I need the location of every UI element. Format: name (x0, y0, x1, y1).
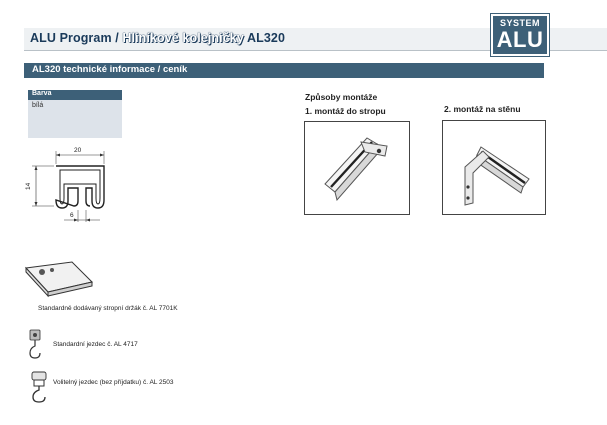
accessory-label-2: Standardní jezdec č. AL 4717 (53, 341, 138, 348)
accessory-label-3: Volitelný jezdec (bez příjdatku) č. AL 2503 (53, 379, 174, 386)
logo-top-text: SYSTEM (499, 18, 540, 28)
hook-glider-icon (30, 370, 50, 404)
barva-value: bílá (32, 102, 44, 109)
title-part-1: ALU Program / (30, 31, 123, 45)
dim-width-text: 20 (74, 147, 82, 154)
barva-body (28, 100, 122, 138)
ceiling-mount-image (304, 121, 410, 215)
title-part-3: AL320 (243, 31, 286, 45)
section-title: AL320 technické informace / ceník (32, 64, 188, 75)
wall-mount-icon (443, 121, 545, 214)
montaz-option-1-label: 1. montáž do stropu (305, 106, 386, 116)
profile-drawing (22, 140, 130, 232)
logo-main-text: ALU (496, 27, 544, 52)
accessory-label-1: Standardně dodávaný stropní držák č. AL 7701K (38, 305, 178, 312)
dim-height-text: 14 (25, 182, 32, 190)
profile-outline (56, 166, 104, 208)
barva-header-label: Barva (32, 90, 52, 97)
ceiling-bracket-icon (22, 258, 94, 300)
montaz-option-2-label: 2. montáž na stěnu (444, 104, 521, 114)
system-alu-logo (491, 14, 549, 56)
dim-gap-text: 6 (70, 212, 74, 219)
title-part-2: Hliníkové kolejničky (122, 31, 244, 45)
barva-header (28, 90, 122, 100)
glider-icon (26, 328, 46, 360)
ceiling-mount-icon (305, 122, 409, 214)
header-band (24, 28, 544, 51)
header-band-right (544, 28, 607, 51)
montaze-title: Způsoby montáže (305, 92, 378, 102)
section-bar (24, 63, 544, 78)
page-title (30, 31, 285, 45)
wall-mount-image (442, 120, 546, 215)
